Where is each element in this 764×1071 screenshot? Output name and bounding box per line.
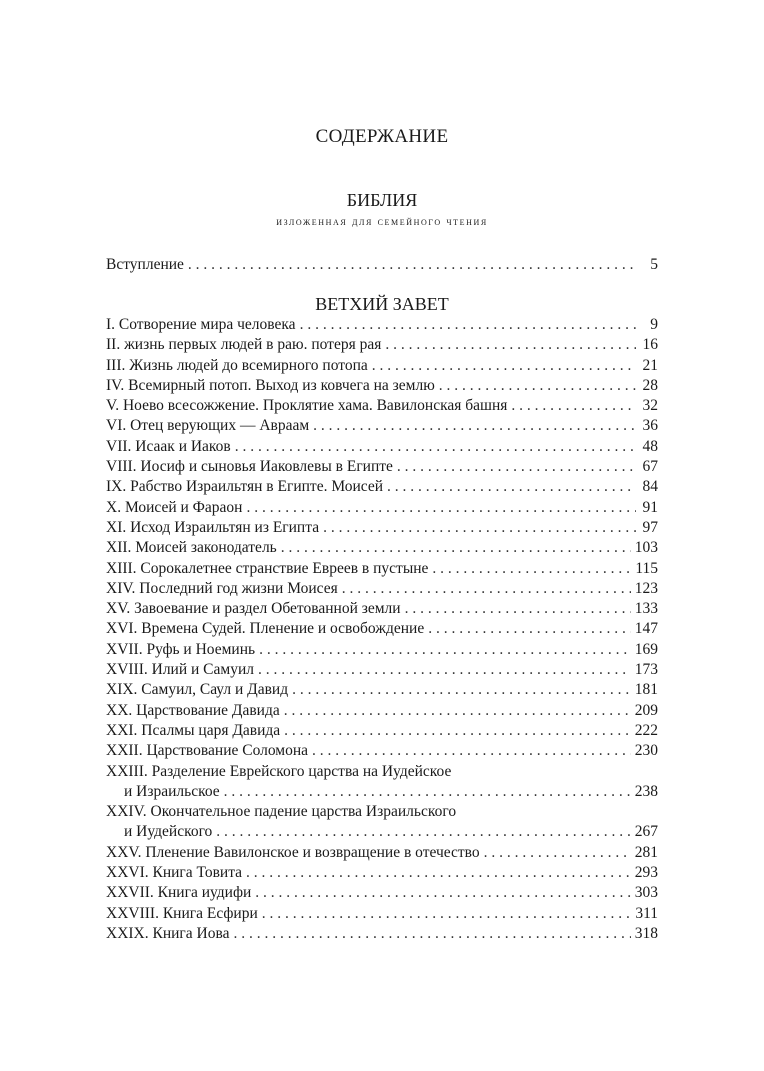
toc-entry-text: XX. Царствование Давида [106,701,280,719]
toc-entry-row [106,640,658,660]
toc-entry [106,924,658,944]
toc-entry [106,883,658,903]
toc-entry-row [106,883,658,903]
toc-leader-dots [284,721,631,741]
toc-entry-row [106,315,658,335]
toc-entry [106,619,658,639]
toc-entry-page: 32 [642,397,658,415]
toc-leader-dots [246,863,631,883]
toc-entry-text: XXIV. Окончательное падение царства Израильского [106,803,457,821]
toc-entry-text: Вступление [106,256,184,273]
toc-entry-page: 48 [642,437,658,455]
toc-entry-text: XVII. Руфь и Ноеминь [106,640,256,658]
toc-leader-dots [484,843,631,863]
toc-entry-text: I. Сотворение мира человека [106,316,296,333]
toc-entry-page: 133 [634,600,658,618]
toc-entry [106,762,658,803]
page-title: СОДЕРЖАНИЕ [315,126,449,147]
toc-entry [106,437,658,457]
toc-entry-text: XXVIII. Книга Есфири [106,904,258,922]
toc-leader-dots [387,477,636,497]
toc-entry-text: XIX. Самуил, Саул и Давид [106,681,289,699]
toc-entry-page: 311 [635,904,658,922]
toc-entry-row [106,599,658,619]
toc-entry-text: XV. Завоевание и раздел Обетованной земли [106,600,401,618]
toc-entry-page: 123 [634,579,658,597]
toc-leader-dots [224,782,631,802]
toc-entry-text: VII. Исаак и Иаков [106,437,231,455]
toc-entry-text: IV. Всемирный потоп. Выход из ковчега на землю [106,376,435,394]
toc-entry-text: XVIII. Илий и Самуил [106,661,254,679]
toc-entry-text: XXIX. Книга Иова [106,924,230,942]
toc-entry-page: 238 [634,782,658,800]
toc-entry-text: XXVII. Книга иудифи [106,884,252,902]
toc-entry-text: XVI. Времена Судей. Пленение и освобождение [106,620,425,638]
toc-entry-page: 9 [650,316,658,333]
toc-leader-dots [235,437,636,457]
toc-entry-page: 318 [634,924,658,942]
toc-entry-row [106,457,658,477]
toc-entry-row [106,518,658,538]
toc-entry-row [106,721,658,741]
toc-entry-page: 173 [634,661,658,679]
toc-entry [106,538,658,558]
toc-entry-page: 36 [642,417,658,435]
toc-entry-text-continued: и Израильское [124,782,220,800]
toc-leader-dots [313,416,636,436]
toc-entry-row [106,782,658,802]
toc-entry-row [106,843,658,863]
toc-entry-row [106,396,658,416]
toc-entry-row [106,335,658,355]
toc-leader-dots [428,619,631,639]
toc-entry-text: XIV. Последний год жизни Моисея [106,579,338,597]
toc-leader-dots [262,904,632,924]
toc-entry-row [106,559,658,579]
toc-leader-dots [300,315,636,335]
toc-leader-dots [258,660,631,680]
book-subtitle: изложенная для семейного чтения [276,214,488,228]
toc-entry-text: IX. Рабство Израильтян в Египте. Моисей [106,478,384,496]
toc-entry [106,315,658,335]
toc-entry [106,416,658,436]
toc-entry [106,721,658,741]
toc-entry-row [106,356,658,376]
book-title: БИБЛИЯ [346,190,418,210]
toc-entry-page: 97 [642,518,658,536]
toc-entry-page: 230 [634,742,658,760]
toc-entry-row [106,924,658,944]
toc-entry-page: 222 [634,721,658,739]
toc-entry [106,640,658,660]
toc-entry [106,680,658,700]
toc-leader-dots [439,376,636,396]
toc-entry [106,741,658,761]
toc-entry-row [106,822,658,842]
toc-entry-row [106,701,658,721]
toc-entry-text: VIII. Иосиф и сыновья Иаковлевы в Египте [106,458,393,476]
toc-intro [106,254,658,276]
toc-entry-text: III. Жизнь людей до всемирного потопа [106,356,368,374]
toc-entry-text: X. Моисей и Фараон [106,498,243,516]
toc-entry [106,376,658,396]
section-title: ВЕТХИЙ ЗАВЕТ [315,294,449,314]
toc-leader-dots [188,254,636,276]
toc-leader-dots [284,701,631,721]
toc-entry [106,254,658,276]
toc-entry-page: 21 [642,356,658,374]
toc-entry [106,843,658,863]
toc-leader-dots [511,396,636,416]
toc-entry-page: 103 [634,539,658,557]
toc-entry-row [106,498,658,518]
toc-entry [106,356,658,376]
toc-leader-dots [342,579,631,599]
toc-entry-row [106,376,658,396]
toc-entry-page: 169 [634,640,658,658]
toc-entry-page: 16 [642,336,658,354]
toc-entry [106,863,658,883]
toc-entry-text: XI. Исход Израильтян из Египта [106,518,320,536]
toc-entry [106,477,658,497]
toc-entry-text: V. Ноево всесожжение. Проклятие хама. Вавилонская башня [106,397,508,415]
toc-entry-page: 147 [634,620,658,638]
toc-list [106,315,658,944]
toc-entry-row [106,416,658,436]
toc-entry-row [106,904,658,924]
toc-entry [106,559,658,579]
toc-leader-dots [246,498,636,518]
toc-entry-text: VI. Отец верующих — Авраам [106,417,310,435]
toc-entry-row [106,477,658,497]
toc-entry [106,701,658,721]
toc-leader-dots [397,457,636,477]
toc-entry-row [106,863,658,883]
toc-entry-row [106,660,658,680]
toc-entry [106,599,658,619]
toc-entry [106,802,658,843]
toc-entry-page: 281 [634,843,658,861]
toc-entry-row [106,579,658,599]
toc-leader-dots [312,741,631,761]
toc-leader-dots [216,822,630,842]
toc-entry-page: 84 [642,478,658,496]
toc-entry [106,457,658,477]
toc-leader-dots [323,518,636,538]
toc-entry-page: 267 [634,823,658,841]
toc-entry [106,335,658,355]
toc-leader-dots [292,680,631,700]
toc-leader-dots [405,599,631,619]
toc-entry [106,660,658,680]
toc-entry-page: 209 [634,701,658,719]
toc-entry-text: XXV. Пленение Вавилонское и возвращение в отечество [106,843,480,861]
toc-entry-page: 181 [634,681,658,699]
toc-entry-text: XXIII. Разделение Еврейского царства на Иудейское [106,762,452,780]
toc-leader-dots [233,924,630,944]
toc-entry-page: 67 [642,458,658,476]
toc-entry [106,396,658,416]
toc-leader-dots [372,356,636,376]
toc-entry-row [106,741,658,761]
toc-leader-dots [281,538,631,558]
toc-entry [106,518,658,538]
toc-entry-row [106,538,658,558]
toc-entry [106,579,658,599]
toc-entry-text: XXII. Царствование Соломона [106,742,309,760]
toc-entry-text: XII. Моисей законодатель [106,539,277,557]
toc-entry-page: 91 [642,498,658,516]
toc-entry-row [106,437,658,457]
toc-entry-text: XIII. Сорокалетнее странствие Евреев в пустыне [106,559,429,577]
toc-entry [106,498,658,518]
toc-entry-page: 293 [634,864,658,882]
toc-entry-row [106,619,658,639]
toc-entry-text-continued: и Иудейского [124,823,213,841]
toc-leader-dots [255,883,630,903]
toc-entry-text: XXVI. Книга Товита [106,864,243,882]
toc-entry-page: 5 [650,256,658,273]
toc-entry-page: 115 [635,559,658,577]
toc-entry-page: 303 [634,884,658,902]
toc-entry [106,904,658,924]
toc-entry-text: II. жизнь первых людей в раю. потеря рая [106,336,382,354]
toc-entry-text: XXI. Псалмы царя Давида [106,721,281,739]
toc-entry-row [106,680,658,700]
toc-entry-page: 28 [642,376,658,394]
toc-leader-dots [432,559,631,579]
toc-leader-dots [259,640,631,660]
toc-leader-dots [385,335,636,355]
